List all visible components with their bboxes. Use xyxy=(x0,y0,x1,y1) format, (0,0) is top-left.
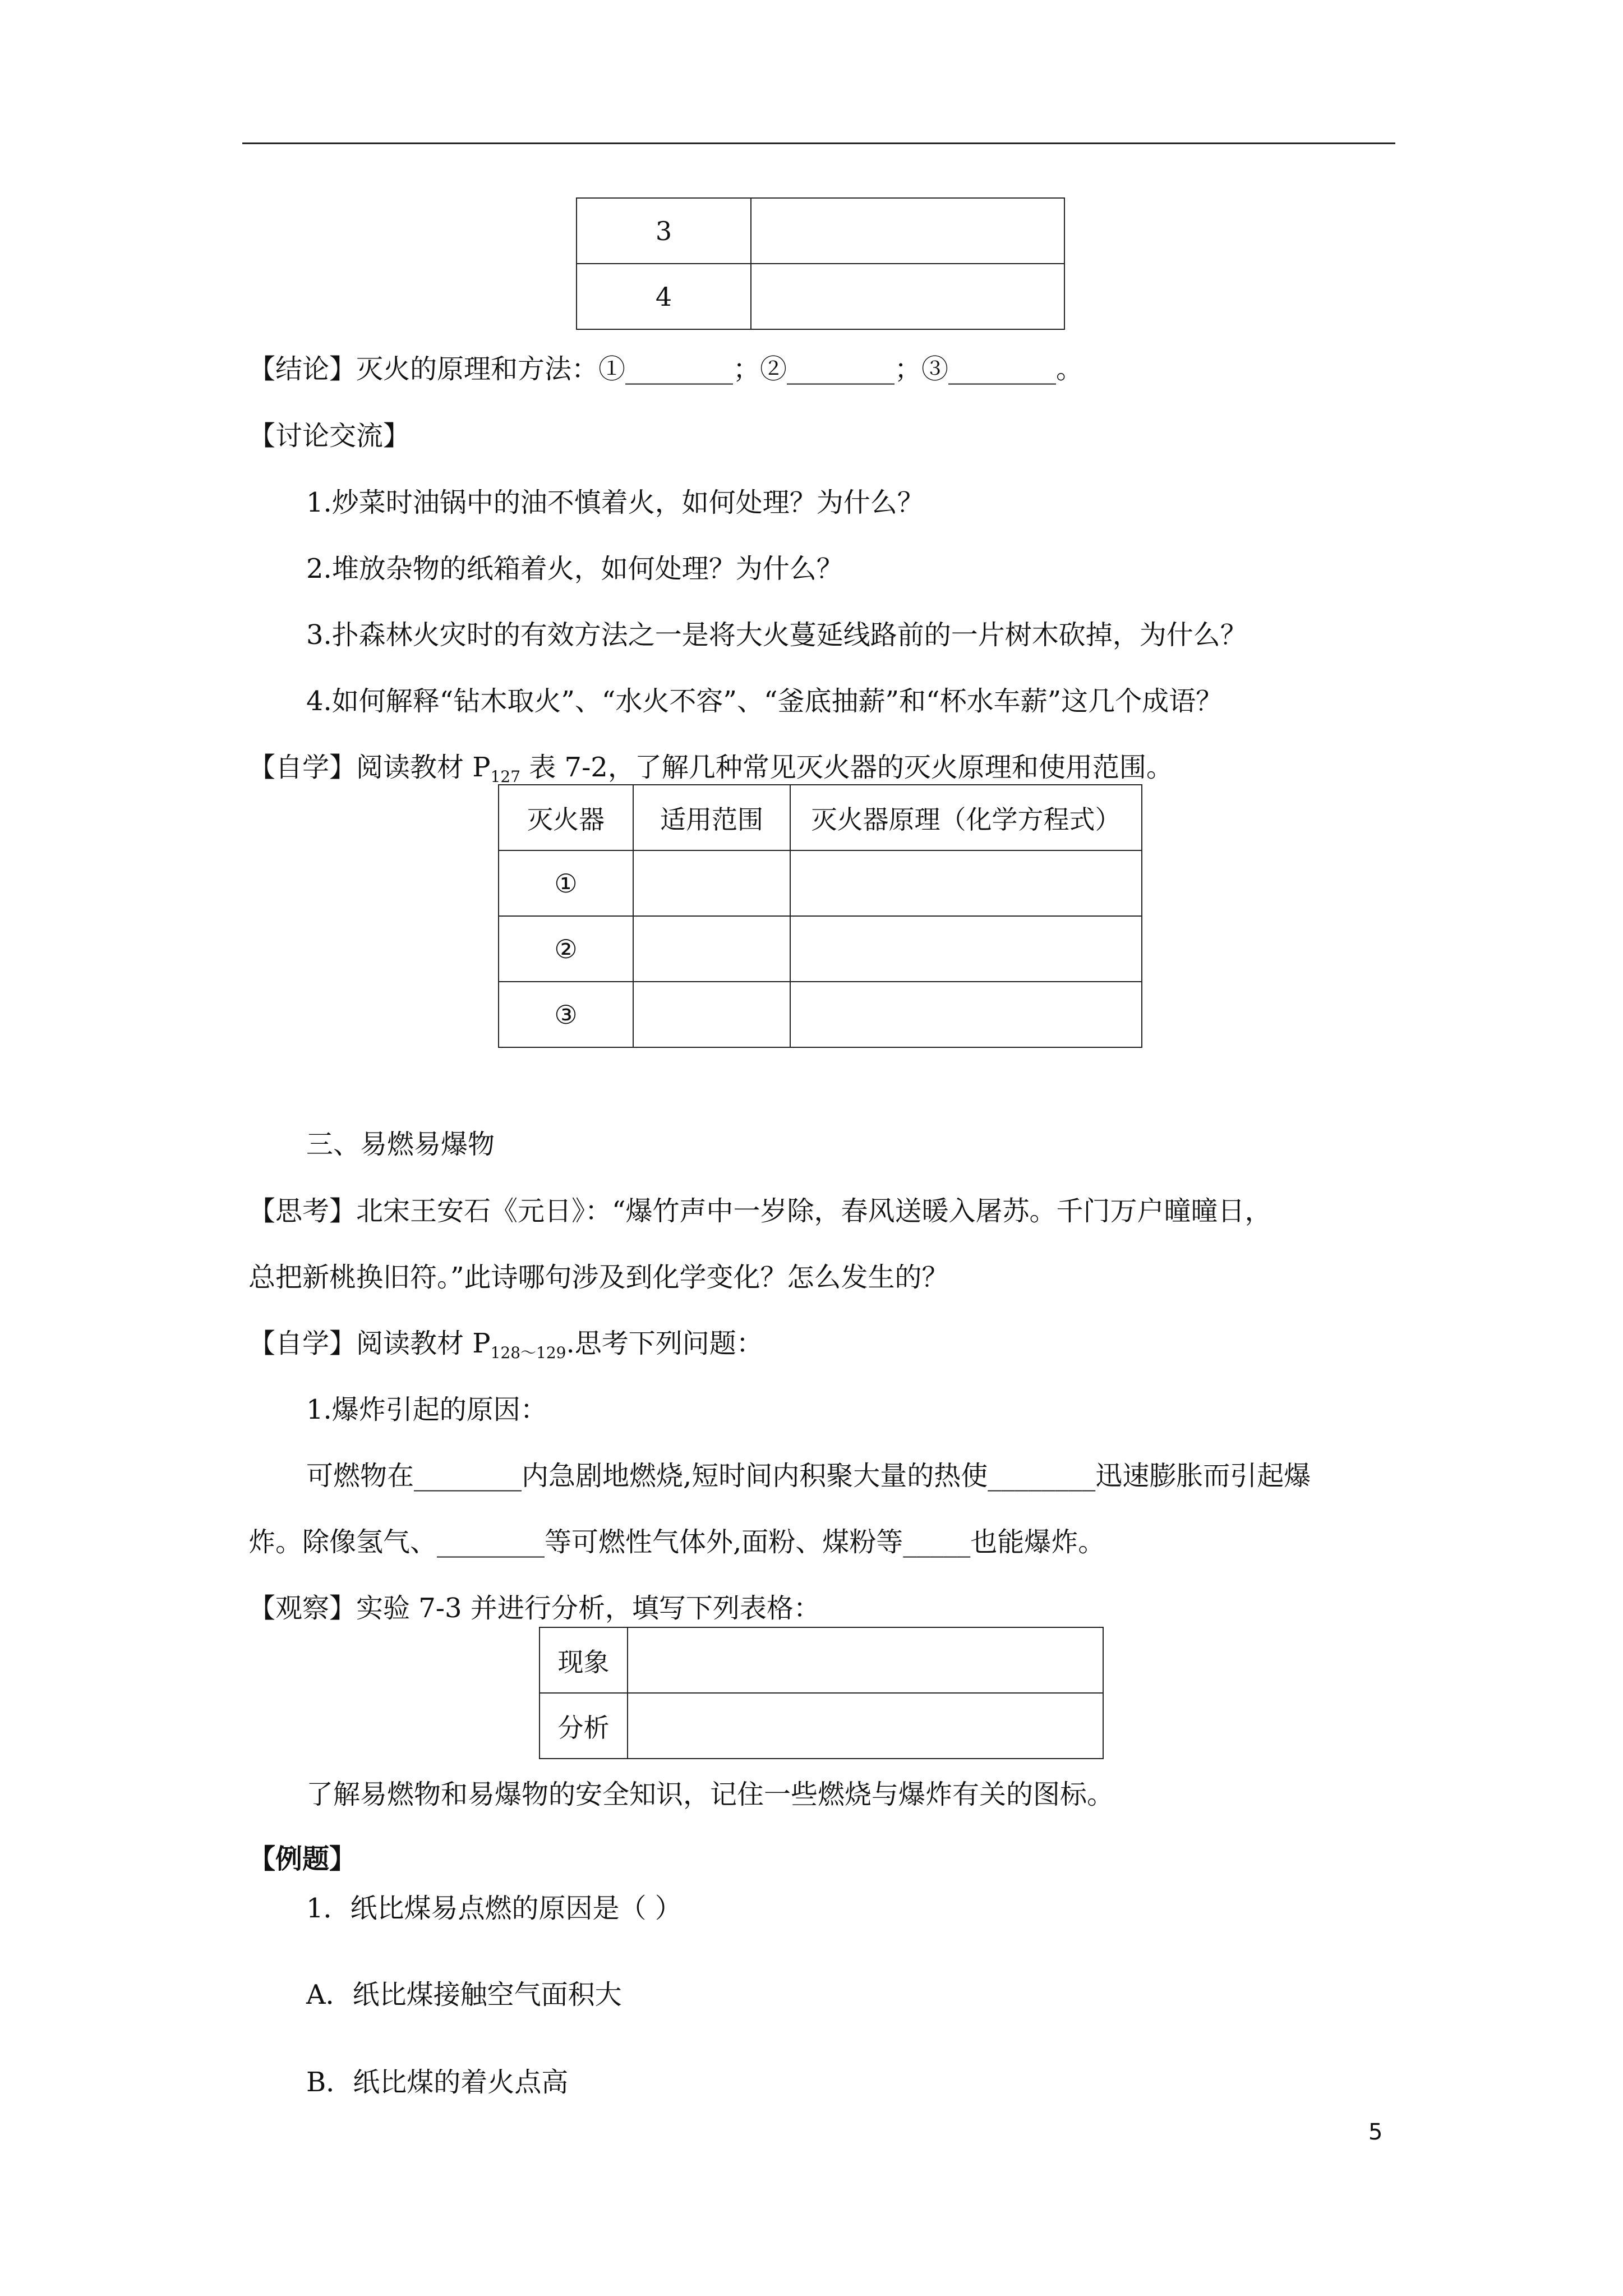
header-rule xyxy=(242,142,1395,144)
top-table xyxy=(576,197,1065,330)
row-label: 分析 xyxy=(540,1693,628,1759)
discussion-item: 4.如何解释“钻木取火”、“水火不容”、“釜底抽薪”和“杯水车薪”这几个成语？ xyxy=(306,685,1223,717)
self-study-text: 【自学】阅读教材 P xyxy=(248,1328,491,1359)
table-row xyxy=(540,1627,1103,1693)
table-cell: ① xyxy=(499,850,633,916)
discussion-item: 2.堆放杂物的纸箱着火，如何处理？为什么？ xyxy=(306,553,843,585)
table-cell xyxy=(633,982,790,1047)
page-number: 5 xyxy=(1368,2119,1383,2145)
example-question: 1．纸比煤易点燃的原因是（ ） xyxy=(306,1893,682,1924)
table-row xyxy=(499,850,1142,916)
page-ref-subscript: 127 xyxy=(490,767,521,786)
table-cell: ② xyxy=(499,916,633,982)
table-row xyxy=(577,264,1064,329)
safety-line: 了解易燃物和易爆物的安全知识，记住一些燃烧与爆炸有关的图标。 xyxy=(306,1779,1114,1810)
column-header: 灭火器 xyxy=(499,785,633,850)
row-content xyxy=(751,198,1064,264)
explosion-text: 可燃物在________内急剧地燃烧,短时间内积聚大量的热使________迅速膨胀而引起爆 xyxy=(306,1460,1311,1492)
table-row xyxy=(499,916,1142,982)
example-option: A．纸比煤接触空气面积大 xyxy=(306,1979,622,2010)
self-study-text-rest: 表 7-2，了解几种常见灭火器的灭火原理和使用范围。 xyxy=(520,752,1173,783)
extinguisher-table xyxy=(498,784,1142,1048)
example-heading: 【例题】 xyxy=(248,1843,357,1875)
table-cell: ③ xyxy=(499,982,633,1047)
column-header: 灭火器原理（化学方程式） xyxy=(790,785,1142,850)
self-study-text-rest: .思考下列问题： xyxy=(566,1328,763,1359)
table-row xyxy=(499,982,1142,1047)
row-label: 现象 xyxy=(540,1627,628,1693)
self-study-line xyxy=(248,1328,763,1362)
table-cell xyxy=(790,916,1142,982)
page-ref-subscript: 128～129 xyxy=(490,1343,566,1362)
row-content xyxy=(628,1627,1103,1693)
explosion-text: 炸。除像氢气、________等可燃性气体外,面粉、煤粉等_____也能爆炸。 xyxy=(248,1526,1105,1558)
section-title: 三、易燃易爆物 xyxy=(306,1129,495,1160)
table-cell xyxy=(633,850,790,916)
observe-line: 【观察】实验 7-3 并进行分析，填写下列表格： xyxy=(248,1593,820,1624)
self-study-text: 【自学】阅读教材 P xyxy=(248,752,491,783)
row-number: 4 xyxy=(577,264,751,329)
row-content xyxy=(628,1693,1103,1759)
think-line: 总把新桃换旧符。”此诗哪句涉及到化学变化？怎么发生的？ xyxy=(248,1262,949,1293)
discussion-item: 1.炒菜时油锅中的油不慎着火，如何处理？为什么？ xyxy=(306,487,924,518)
table-cell xyxy=(790,982,1142,1047)
explosion-heading: 1.爆炸引起的原因： xyxy=(306,1394,547,1425)
row-number: 3 xyxy=(577,198,751,264)
row-content xyxy=(751,264,1064,329)
observe-table xyxy=(539,1627,1104,1759)
discussion-item: 3.扑森林火灾时的有效方法之一是将大火蔓延线路前的一片树木砍掉，为什么？ xyxy=(306,619,1247,651)
table-row xyxy=(577,198,1064,264)
table-cell xyxy=(633,916,790,982)
discussion-heading: 【讨论交流】 xyxy=(248,420,411,452)
conclusion-line: 【结论】灭火的原理和方法：①________；②________；③________。 xyxy=(248,353,1083,385)
think-line: 【思考】北宋王安石《元日》：“爆竹声中一岁除，春风送暖入屠苏。千门万户曈曈日， xyxy=(248,1195,1272,1227)
example-option: B．纸比煤的着火点高 xyxy=(306,2067,569,2098)
self-study-line xyxy=(248,752,1173,786)
table-cell xyxy=(790,850,1142,916)
table-header-row xyxy=(499,785,1142,850)
column-header: 适用范围 xyxy=(633,785,790,850)
table-row xyxy=(540,1693,1103,1759)
